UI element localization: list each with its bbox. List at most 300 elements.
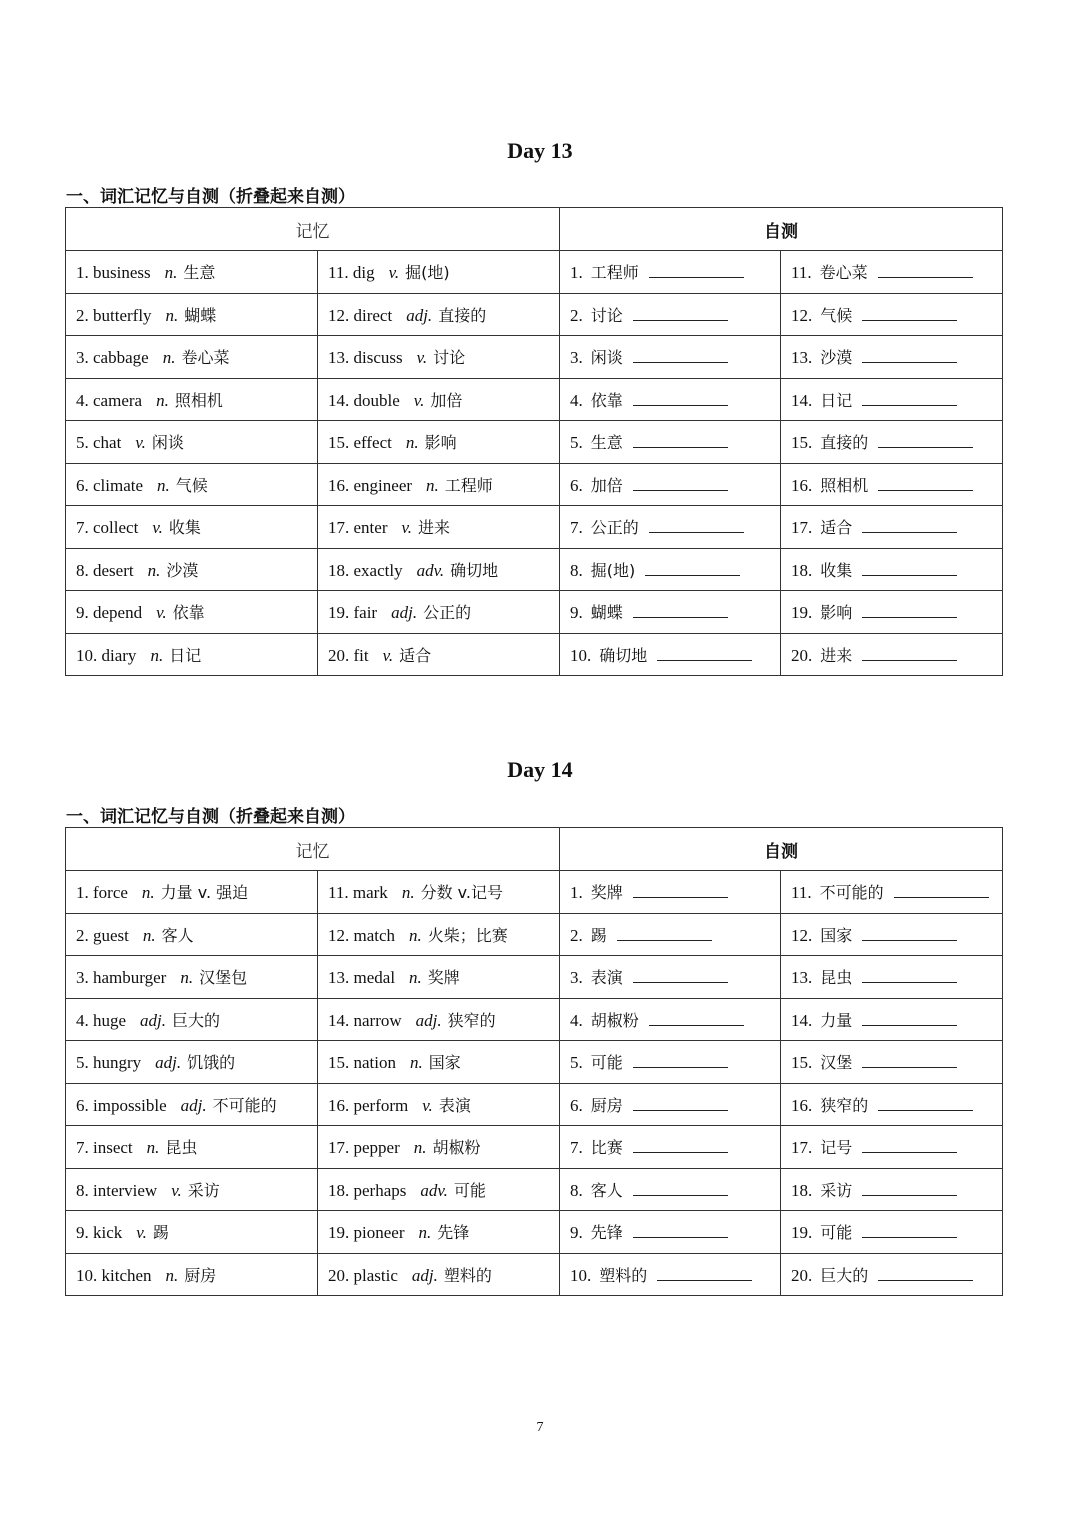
answer-blank[interactable] [862,645,957,661]
test-cell [560,1083,781,1126]
chinese-meaning: 表演 [438,1095,471,1115]
chinese-prompt: 蝴蝶 [590,603,623,623]
test-number: 8. [570,560,583,580]
chinese-prompt: 讨论 [590,305,623,325]
answer-blank[interactable] [633,602,728,618]
test-number: 2. [570,925,583,945]
answer-blank[interactable] [862,517,957,533]
table-row [66,1126,1003,1169]
test-number: 4. [570,390,583,410]
answer-blank[interactable] [649,262,744,278]
test-number: 20. [791,645,813,665]
english-word: 18. exactly [328,560,403,580]
test-cell [560,421,781,464]
memo-word-cell [318,378,560,421]
chinese-meaning: 闲谈 [151,433,184,453]
english-word: 4. camera [76,390,143,410]
test-number: 9. [570,1223,583,1243]
part-of-speech: adj. [391,603,418,623]
test-number: 4. [570,1010,583,1030]
answer-blank[interactable] [894,882,989,898]
chinese-meaning: 昆虫 [165,1138,198,1158]
memo-word-cell [318,1253,560,1296]
english-word: 1. force [76,883,128,903]
memo-word-cell [66,421,318,464]
chinese-prompt: 掘(地) [590,560,636,580]
part-of-speech: n. [426,475,439,495]
test-number: 1. [570,883,583,903]
table-row [66,1168,1003,1211]
english-word: 18. perhaps [328,1180,407,1200]
english-word: 2. butterfly [76,305,152,325]
table-row [66,1083,1003,1126]
chinese-meaning: 影响 [424,433,457,453]
chinese-meaning: 力量 v. 强迫 [160,883,249,903]
part-of-speech: n. [165,305,179,325]
test-number: 7. [570,518,583,538]
day-14-section-heading: 一、词汇记忆与自测（折叠起来自测） [66,807,355,827]
part-of-speech: adj. [411,1265,438,1285]
answer-blank[interactable] [878,1265,973,1281]
english-word: 6. impossible [76,1095,167,1115]
answer-blank[interactable] [657,645,752,661]
part-of-speech: adj. [155,1053,182,1073]
english-word: 5. chat [76,433,122,453]
english-word: 19. pioneer [328,1223,405,1243]
test-number: 12. [791,305,813,325]
test-number: 5. [570,433,583,453]
part-of-speech: n. [165,1265,179,1285]
chinese-prompt: 确切地 [599,645,648,665]
chinese-prompt: 奖牌 [590,883,623,903]
memo-word-cell [318,251,560,294]
answer-blank[interactable] [862,347,957,363]
memo-word-cell [66,633,318,676]
memo-word-cell [66,998,318,1041]
english-word: 1. business [76,263,151,283]
chinese-prompt: 国家 [820,925,853,945]
test-cell [781,1168,1003,1211]
memo-word-cell [318,421,560,464]
answer-blank[interactable] [633,432,728,448]
answer-blank[interactable] [633,1180,728,1196]
memo-word-cell [66,1126,318,1169]
chinese-meaning: 照相机 [174,390,223,410]
table-header-row [66,208,1003,251]
test-cell [781,378,1003,421]
test-number: 14. [791,1010,813,1030]
chinese-prompt: 厨房 [590,1095,623,1115]
test-number: 6. [570,475,583,495]
test-number: 17. [791,518,813,538]
table-row [66,1041,1003,1084]
test-cell [560,871,781,914]
answer-blank[interactable] [633,967,728,983]
table-row [66,913,1003,956]
english-word: 17. pepper [328,1138,400,1158]
english-word: 10. diary [76,645,137,665]
chinese-prompt: 比赛 [590,1138,623,1158]
answer-blank[interactable] [633,305,728,321]
memo-word-cell [66,956,318,999]
english-word: 15. effect [328,433,392,453]
english-word: 16. engineer [328,475,413,495]
memo-word-cell [318,506,560,549]
test-number: 9. [570,603,583,623]
chinese-meaning: 掘(地) [405,263,450,283]
memo-word-cell [66,1168,318,1211]
test-cell [560,506,781,549]
chinese-meaning: 蝴蝶 [184,305,217,325]
test-number: 11. [791,883,812,903]
test-number: 19. [791,1223,813,1243]
test-cell [560,1253,781,1296]
english-word: 12. match [328,925,396,945]
chinese-meaning: 胡椒粉 [432,1138,481,1158]
table-row [66,463,1003,506]
table-row [66,336,1003,379]
chinese-meaning: 奖牌 [427,968,460,988]
answer-blank[interactable] [633,1222,728,1238]
test-cell [560,548,781,591]
chinese-prompt: 影响 [820,603,853,623]
memo-word-cell [318,548,560,591]
english-word: 9. depend [76,603,143,623]
test-cell [560,293,781,336]
table-row [66,956,1003,999]
chinese-prompt: 采访 [820,1180,853,1200]
memo-word-cell [318,293,560,336]
answer-blank[interactable] [878,475,973,491]
answer-blank[interactable] [878,1095,973,1111]
part-of-speech: n. [147,560,161,580]
answer-blank[interactable] [633,347,728,363]
answer-blank[interactable] [645,560,740,576]
part-of-speech: v. [416,348,428,368]
chinese-meaning: 巨大的 [172,1010,221,1030]
chinese-prompt: 照相机 [820,475,869,495]
memo-word-cell [318,1211,560,1254]
answer-blank[interactable] [633,1095,728,1111]
test-cell [560,956,781,999]
page-number: 7 [536,1420,544,1435]
day-13-vocab-table [65,207,1003,676]
answer-blank[interactable] [649,1010,744,1026]
test-cell [560,336,781,379]
memo-word-cell [66,913,318,956]
day-13-section-heading: 一、词汇记忆与自测（折叠起来自测） [66,187,355,207]
chinese-prompt: 适合 [820,518,853,538]
memo-word-cell [318,1168,560,1211]
part-of-speech: n. [418,1223,432,1243]
answer-blank[interactable] [633,475,728,491]
test-cell [781,293,1003,336]
table-row [66,1211,1003,1254]
chinese-prompt: 踢 [590,925,607,945]
part-of-speech: n. [141,883,155,903]
memo-word-cell [318,336,560,379]
chinese-prompt: 塑料的 [599,1265,648,1285]
test-number: 20. [791,1265,813,1285]
english-word: 3. cabbage [76,348,149,368]
test-cell [560,1041,781,1084]
test-cell [781,1041,1003,1084]
test-cell [781,998,1003,1041]
test-number: 15. [791,1053,813,1073]
chinese-meaning: 讨论 [433,348,466,368]
chinese-meaning: 国家 [428,1053,461,1073]
test-cell [560,591,781,634]
test-cell [781,421,1003,464]
english-word: 19. fair [328,603,378,623]
english-word: 13. medal [328,968,396,988]
part-of-speech: adj. [415,1010,442,1030]
english-word: 9. kick [76,1223,123,1243]
chinese-meaning: 可能 [453,1180,486,1200]
english-word: 20. fit [328,645,369,665]
memo-word-cell [318,913,560,956]
chinese-prompt: 巨大的 [820,1265,869,1285]
test-number: 18. [791,560,813,580]
chinese-meaning: 工程师 [444,475,493,495]
part-of-speech: n. [410,1053,423,1073]
answer-blank[interactable] [862,967,957,983]
answer-blank[interactable] [862,390,957,406]
chinese-prompt: 生意 [590,433,623,453]
chinese-prompt: 可能 [590,1053,623,1073]
test-cell [781,1253,1003,1296]
chinese-prompt: 表演 [590,968,623,988]
english-word: 8. interview [76,1180,158,1200]
test-cell [781,871,1003,914]
memo-word-cell [318,463,560,506]
chinese-meaning: 厨房 [184,1265,217,1285]
part-of-speech: v. [136,1223,147,1243]
test-cell [560,1168,781,1211]
chinese-meaning: 先锋 [437,1223,470,1243]
chinese-meaning: 狭窄的 [447,1010,496,1030]
memo-word-cell [66,1253,318,1296]
answer-blank[interactable] [862,560,957,576]
chinese-prompt: 日记 [820,390,853,410]
part-of-speech: n. [142,925,156,945]
test-number: 3. [570,348,583,368]
english-word: 3. hamburger [76,968,167,988]
test-number: 8. [570,1180,583,1200]
test-cell [560,1126,781,1169]
answer-blank[interactable] [862,1052,957,1068]
table-row [66,548,1003,591]
chinese-prompt: 胡椒粉 [590,1010,639,1030]
part-of-speech: v. [152,518,163,538]
table-row [66,1253,1003,1296]
test-header: 自测 [560,828,1003,871]
chinese-meaning: 生意 [183,263,216,283]
test-number: 16. [791,1095,813,1115]
part-of-speech: v. [382,645,394,665]
part-of-speech: n. [150,645,164,665]
test-number: 17. [791,1138,813,1158]
table-row [66,506,1003,549]
chinese-prompt: 依靠 [590,390,623,410]
chinese-prompt: 加倍 [590,475,623,495]
english-word: 14. narrow [328,1010,402,1030]
test-cell [781,913,1003,956]
chinese-prompt: 可能 [820,1223,853,1243]
memo-header: 记忆 [66,208,560,251]
test-cell [781,1211,1003,1254]
memo-word-cell [66,293,318,336]
chinese-meaning: 客人 [161,925,194,945]
answer-blank[interactable] [862,925,957,941]
answer-blank[interactable] [633,390,728,406]
test-cell [560,378,781,421]
chinese-meaning: 分数 v.记号 [420,883,503,903]
test-number: 5. [570,1053,583,1073]
answer-blank[interactable] [862,602,957,618]
answer-blank[interactable] [649,517,744,533]
memo-word-cell [318,956,560,999]
part-of-speech: adj. [406,305,433,325]
memo-word-cell [66,251,318,294]
table-row [66,633,1003,676]
part-of-speech: n. [162,348,176,368]
part-of-speech: n. [164,263,178,283]
part-of-speech: v. [388,263,400,283]
table-row [66,293,1003,336]
english-word: 13. discuss [328,348,403,368]
answer-blank[interactable] [862,1010,957,1026]
answer-blank[interactable] [633,1137,728,1153]
chinese-meaning: 收集 [168,518,201,538]
chinese-prompt: 客人 [590,1180,623,1200]
chinese-meaning: 汉堡包 [199,968,248,988]
chinese-meaning: 加倍 [430,390,463,410]
chinese-prompt: 气候 [820,305,853,325]
part-of-speech: n. [146,1138,160,1158]
part-of-speech: n. [409,925,422,945]
test-cell [560,463,781,506]
chinese-meaning: 塑料的 [443,1265,492,1285]
chinese-prompt: 沙漠 [820,348,853,368]
memo-word-cell [66,548,318,591]
table-row [66,871,1003,914]
memo-word-cell [66,506,318,549]
memo-word-cell [318,871,560,914]
test-number: 18. [791,1180,813,1200]
test-cell [781,548,1003,591]
test-cell [560,1211,781,1254]
chinese-meaning: 火柴；比赛 [427,925,508,945]
chinese-meaning: 进来 [418,518,451,538]
test-cell [781,1126,1003,1169]
chinese-prompt: 先锋 [590,1223,623,1243]
test-number: 2. [570,305,583,325]
part-of-speech: adv. [420,1180,448,1200]
day-14-vocab-table [65,827,1003,1296]
table-row [66,421,1003,464]
english-word: 5. hungry [76,1053,142,1073]
test-number: 19. [791,603,813,623]
chinese-prompt: 昆虫 [820,968,853,988]
day-13-title: Day 13 [507,138,573,163]
part-of-speech: n. [413,1138,427,1158]
english-word: 2. guest [76,925,129,945]
memo-word-cell [318,633,560,676]
memo-word-cell [66,378,318,421]
chinese-meaning: 日记 [169,645,202,665]
test-cell [560,251,781,294]
answer-blank[interactable] [633,882,728,898]
answer-blank[interactable] [633,1052,728,1068]
english-word: 4. huge [76,1010,127,1030]
part-of-speech: adv. [416,560,445,580]
chinese-prompt: 公正的 [590,518,639,538]
memo-word-cell [66,336,318,379]
english-word: 16. perform [328,1095,409,1115]
test-cell [781,506,1003,549]
part-of-speech: v. [171,1180,182,1200]
english-word: 11. dig [328,263,375,283]
chinese-meaning: 依靠 [172,603,205,623]
answer-blank[interactable] [878,262,973,278]
answer-blank[interactable] [617,925,712,941]
chinese-meaning: 饥饿的 [187,1053,236,1073]
test-number: 13. [791,968,813,988]
answer-blank[interactable] [862,1180,957,1196]
test-number: 1. [570,263,583,283]
answer-blank[interactable] [862,305,957,321]
test-number: 11. [791,263,812,283]
chinese-prompt: 力量 [820,1010,853,1030]
test-cell [781,336,1003,379]
answer-blank[interactable] [657,1265,752,1281]
test-header: 自测 [560,208,1003,251]
chinese-prompt: 直接的 [820,433,869,453]
chinese-meaning: 确切地 [450,560,499,580]
test-cell [781,463,1003,506]
test-number: 10. [570,645,592,665]
test-cell [560,913,781,956]
memo-word-cell [66,1211,318,1254]
chinese-meaning: 沙漠 [166,560,199,580]
chinese-meaning: 公正的 [423,603,472,623]
answer-blank[interactable] [862,1222,957,1238]
memo-word-cell [318,1126,560,1169]
answer-blank[interactable] [862,1137,957,1153]
chinese-prompt: 狭窄的 [820,1095,869,1115]
table-row [66,998,1003,1041]
day-14-tbody [66,828,1003,1296]
day-14-title: Day 14 [507,757,573,782]
test-number: 7. [570,1138,583,1158]
chinese-prompt: 汉堡 [820,1053,853,1073]
answer-blank[interactable] [878,432,973,448]
english-word: 6. climate [76,475,144,495]
test-number: 3. [570,968,583,988]
test-cell [560,633,781,676]
chinese-meaning: 适合 [399,645,432,665]
english-word: 15. nation [328,1053,396,1073]
test-number: 12. [791,925,813,945]
chinese-meaning: 不可能的 [212,1095,277,1115]
memo-word-cell [318,998,560,1041]
test-number: 16. [791,475,813,495]
english-word: 7. insect [76,1138,133,1158]
chinese-meaning: 气候 [175,475,208,495]
memo-word-cell [66,591,318,634]
part-of-speech: v. [135,433,146,453]
